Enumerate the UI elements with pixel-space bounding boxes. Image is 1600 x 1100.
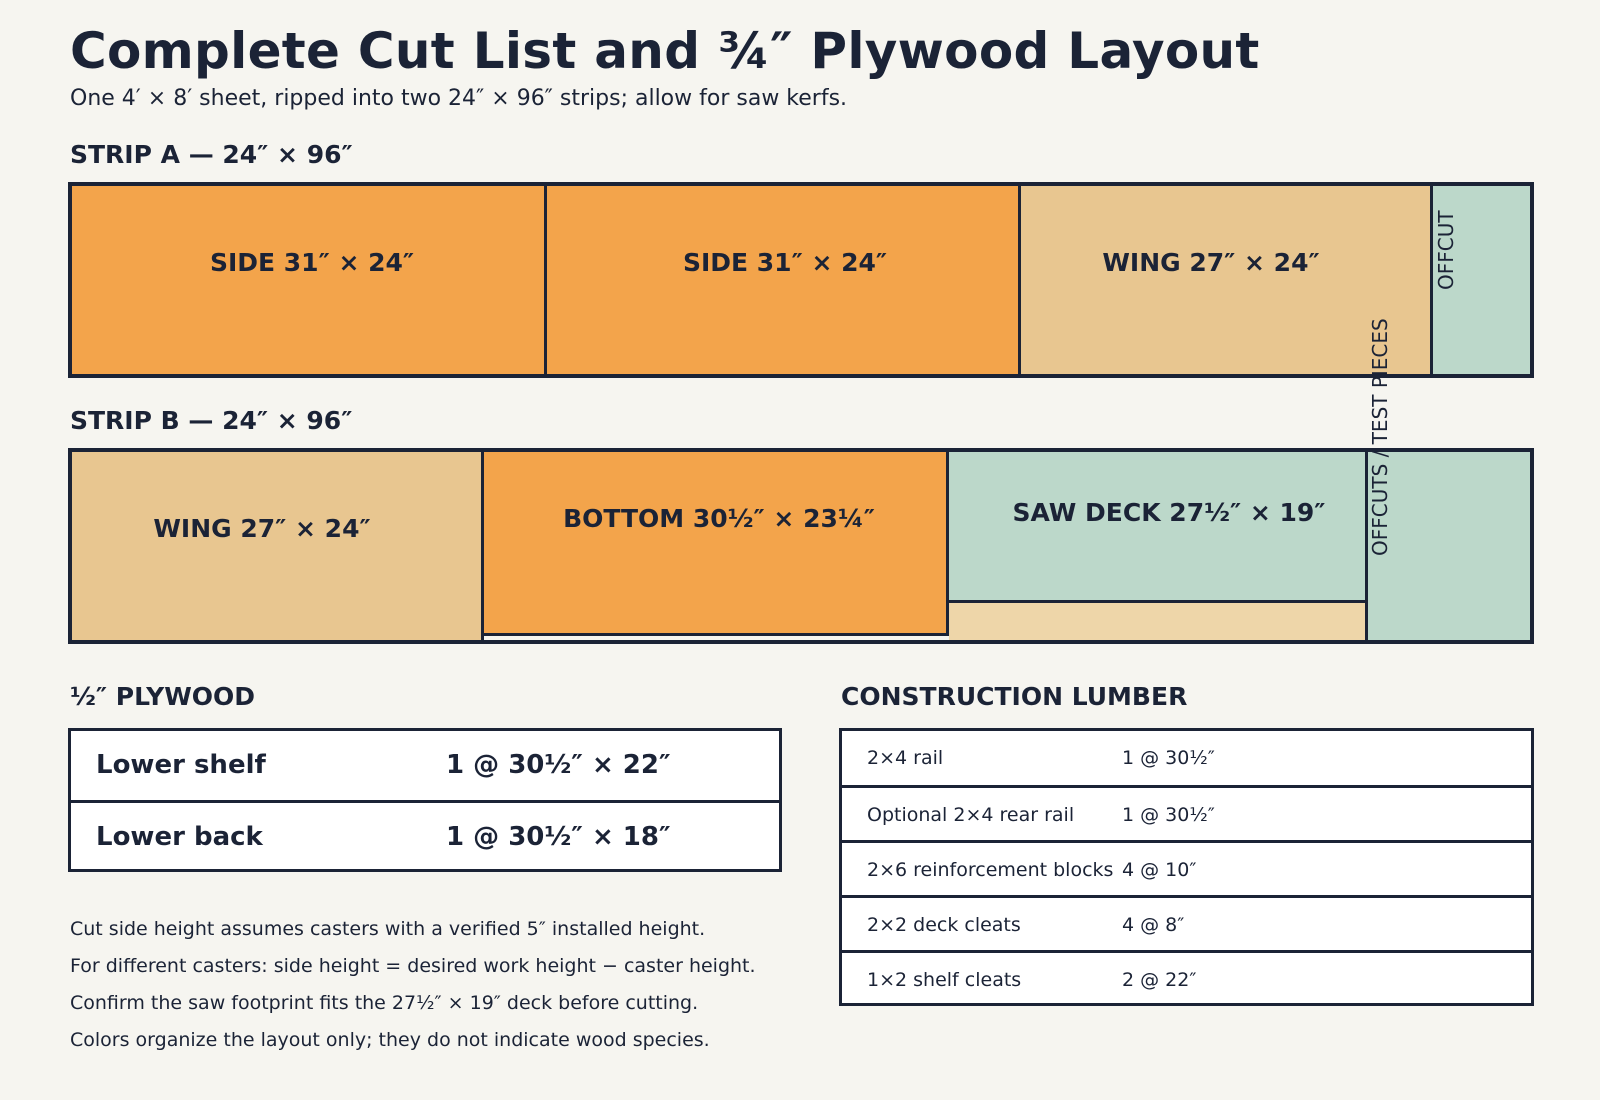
strip-b-heading: STRIP B — 24″ × 96″ (70, 406, 353, 435)
page-title: Complete Cut List and ¾″ Plywood Layout (70, 22, 1260, 80)
part-name: Lower shelf (96, 750, 266, 780)
strip-b-offcuts (1368, 452, 1530, 640)
strip-a-heading: STRIP A — 24″ × 96″ (70, 140, 353, 169)
offcuts-test-pieces-label: OFFCUTS / TEST PIECES (1368, 318, 1392, 556)
table-row (71, 800, 779, 869)
piece-label: WING 27″ × 24″ (153, 514, 371, 543)
note-line: Colors organize the layout only; they do not indicate wood species. (70, 1029, 710, 1051)
strip-b-bottom (484, 452, 949, 636)
part-name: Optional 2×4 rear rail (867, 804, 1075, 826)
table-row (842, 731, 1531, 785)
part-qty: 1 @ 30½″ (1122, 804, 1215, 826)
strip-a (68, 182, 1534, 378)
note-line: Cut side height assumes casters with a verified 5″ installed height. (70, 918, 706, 940)
part-name: 2×2 deck cleats (867, 914, 1021, 936)
part-qty: 1 @ 30½″ (1122, 747, 1215, 769)
strip-a-offcut (1433, 186, 1530, 374)
piece-label: SAW DECK 27½″ × 19″ (1012, 498, 1326, 527)
part-qty: 1 @ 30½″ × 18″ (446, 822, 671, 852)
part-name: Lower back (96, 822, 263, 852)
table-row (71, 731, 779, 800)
lumber-heading: CONSTRUCTION LUMBER (841, 682, 1188, 711)
part-qty: 4 @ 10″ (1122, 859, 1197, 881)
note-line: For different casters: side height = desired work height − caster height. (70, 955, 756, 977)
note-line: Confirm the saw footprint fits the 27½″ × 19″ deck before cutting. (70, 992, 699, 1014)
piece-label: SIDE 31″ × 24″ (209, 248, 415, 277)
part-qty: 1 @ 30½″ × 22″ (446, 750, 671, 780)
part-name: 1×2 shelf cleats (867, 969, 1022, 991)
part-qty: 4 @ 8″ (1122, 914, 1185, 936)
piece-label: WING 27″ × 24″ (1102, 248, 1320, 277)
strip-b-wing (72, 452, 484, 640)
table-row (842, 895, 1531, 950)
strip-b (68, 448, 1534, 644)
strip-a-side-1 (72, 186, 547, 374)
part-qty: 2 @ 22″ (1122, 969, 1197, 991)
part-name: 2×4 rail (867, 747, 944, 769)
table-row (842, 950, 1531, 1004)
half-plywood-table (68, 728, 782, 872)
kerf-gap (484, 636, 949, 640)
table-row (842, 785, 1531, 840)
lumber-table (839, 728, 1534, 1006)
half-plywood-heading: ½″ PLYWOOD (70, 682, 256, 711)
table-row (842, 840, 1531, 895)
part-name: 2×6 reinforcement blocks (867, 859, 1114, 881)
piece-label: SIDE 31″ × 24″ (682, 248, 888, 277)
strip-b-saw-deck (949, 452, 1368, 603)
piece-label: BOTTOM 30½″ × 23¼″ (563, 504, 875, 533)
strip-b-deck-offcut (949, 603, 1368, 640)
page-subtitle: One 4′ × 8′ sheet, ripped into two 24″ × 96″ strips; allow for saw kerfs. (70, 86, 848, 111)
offcut-label: OFFCUT (1434, 210, 1458, 290)
strip-a-side-2 (547, 186, 1021, 374)
